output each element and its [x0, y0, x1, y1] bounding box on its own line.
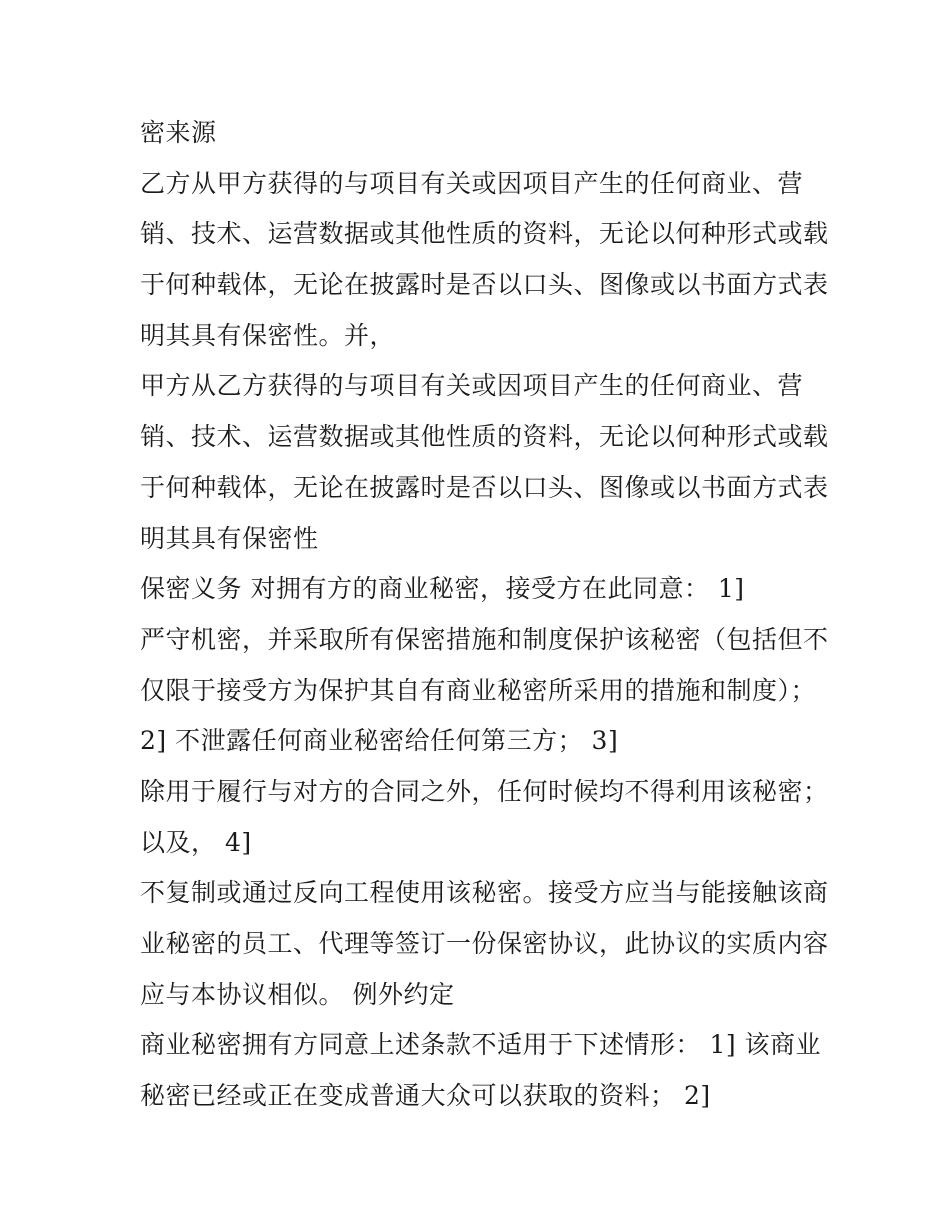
text-line: 销、技术、运营数据或其他性质的资料，无论以何种形式或载 [140, 219, 829, 249]
text-line: 乙方从甲方获得的与项目有关或因项目产生的任何商业、营 [140, 168, 804, 198]
text-line: 商业秘密拥有方同意上述条款不适用于下述情形： 1] 该商业 [140, 1030, 822, 1060]
text-line: 保密义务 对拥有方的商业秘密，接受方在此同意： 1] [140, 574, 745, 604]
text-line: 明其具有保密性 [140, 523, 319, 553]
text-line: 除用于履行与对方的合同之外，任何时候均不得利用该秘密； [140, 776, 829, 806]
text-line: 严守机密，并采取所有保密措施和制度保护该秘密（包括但不 [140, 624, 829, 654]
text-line: 2] 不泄露任何商业秘密给任何第三方； 3] [140, 726, 619, 756]
text-line: 不复制或通过反向工程使用该秘密。接受方应当与能接触该商 [140, 878, 829, 908]
text-line: 应与本协议相似。 例外约定 [140, 979, 455, 1009]
text-line: 以及， 4] [140, 827, 252, 857]
text-line: 秘密已经或正在变成普通大众可以获取的资料； 2] [140, 1081, 711, 1111]
text-line: 仅限于接受方为保护其自有商业秘密所采用的措施和制度）； [140, 675, 817, 705]
document-body [140, 108, 830, 1122]
text-line: 于何种载体，无论在披露时是否以口头、图像或以书面方式表 [140, 270, 829, 300]
text-line: 密来源 [140, 118, 217, 147]
text-line: 明其具有保密性。并， [140, 320, 396, 350]
text-line: 销、技术、运营数据或其他性质的资料，无论以何种形式或载 [140, 422, 829, 452]
text-line: 甲方从乙方获得的与项目有关或因项目产生的任何商业、营 [140, 371, 804, 401]
text-line: 于何种载体，无论在披露时是否以口头、图像或以书面方式表 [140, 472, 829, 502]
text-line: 业秘密的员工、代理等签订一份保密协议，此协议的实质内容 [140, 929, 829, 958]
